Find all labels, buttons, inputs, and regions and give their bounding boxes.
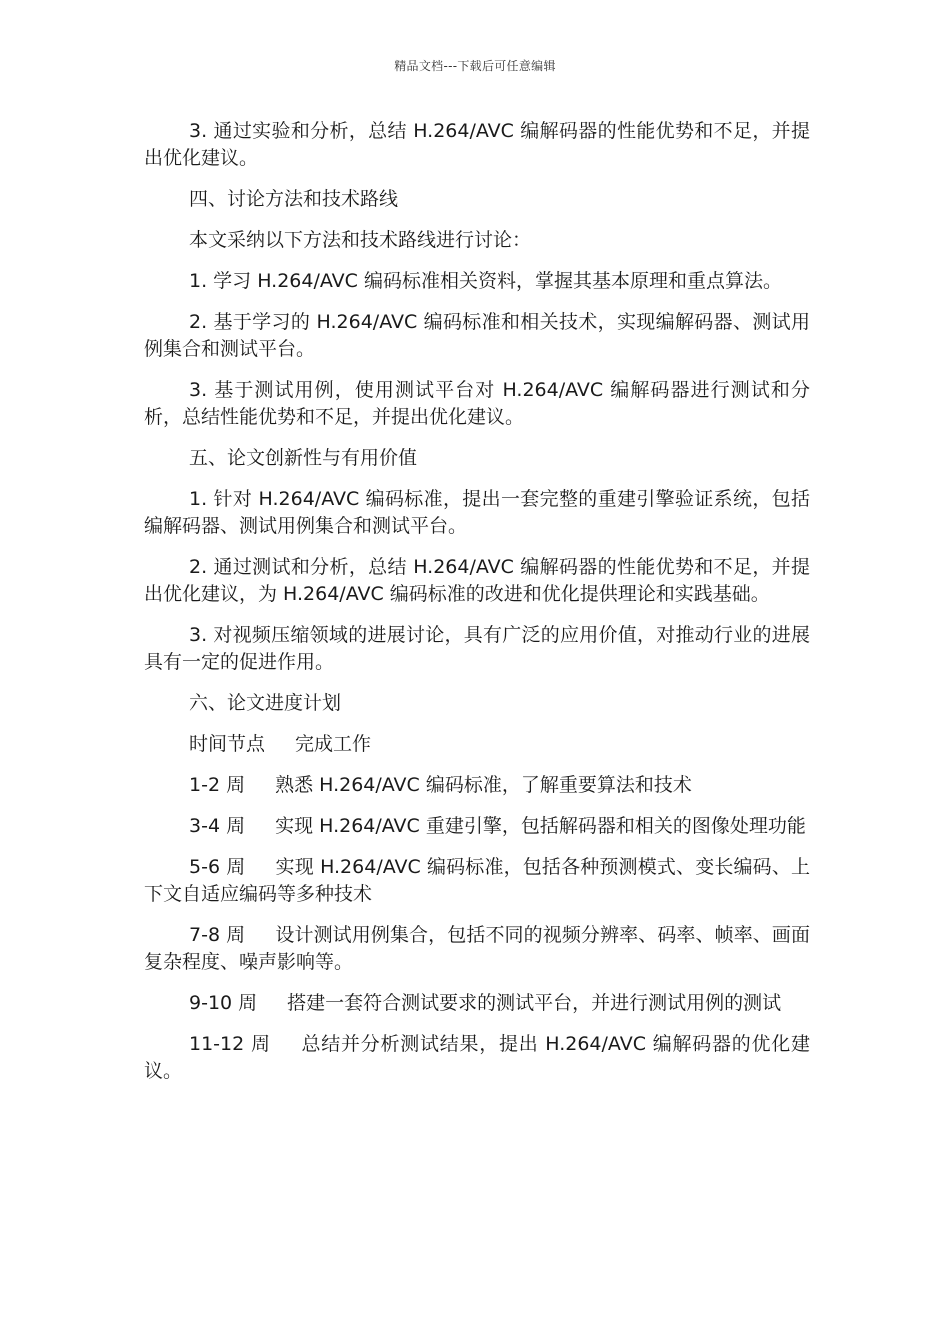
schedule-work: 搭建一套符合测试要求的测试平台，并进行测试用例的测试: [287, 992, 782, 1014]
schedule-header-work: 完成工作: [295, 733, 372, 755]
schedule-row: [144, 1031, 810, 1085]
paragraph-method-3: 3. 基于测试用例，使用测试平台对 H.264/AVC 编解码器进行测试和分析，总结性能优势和不足，并提出优化建议。: [144, 379, 810, 428]
schedule-time: 7-8 周: [189, 924, 246, 946]
schedule-time: 3-4 周: [189, 815, 246, 837]
schedule-work: 实现 H.264/AVC 编码标准，包括各种预测模式、变长编码、上下文自适应编码等多种技术: [144, 856, 810, 905]
schedule-header-row: [144, 731, 810, 758]
schedule-work: 熟悉 H.264/AVC 编码标准，了解重要算法和技术: [275, 774, 692, 796]
schedule-time: 11-12 周: [189, 1033, 271, 1055]
schedule-time: 9-10 周: [189, 992, 258, 1014]
section-heading-innovation: 五、论文创新性与有用价值: [189, 447, 418, 469]
schedule-row: [144, 922, 810, 976]
schedule-header-time: 时间节点: [189, 733, 266, 755]
page-header: 精品文档---下载后可任意编辑: [394, 59, 556, 73]
schedule-row: [144, 990, 810, 1017]
paragraph-innovation-2: 2. 通过测试和分析，总结 H.264/AVC 编解码器的性能优势和不足，并提出优化建议，为 H.264/AVC 编码标准的改进和优化提供理论和实践基础。: [144, 556, 810, 605]
schedule-row: [144, 772, 810, 799]
paragraph-method-2: 2. 基于学习的 H.264/AVC 编码标准和相关技术，实现编解码器、测试用例集合和测试平台。: [144, 311, 810, 360]
paragraph-innovation-1: 1. 针对 H.264/AVC 编码标准，提出一套完整的重建引擎验证系统，包括编解码器、测试用例集合和测试平台。: [144, 488, 810, 537]
schedule-work: 设计测试用例集合，包括不同的视频分辨率、码率、帧率、画面复杂程度、噪声影响等。: [144, 924, 810, 973]
schedule-work: 总结并分析测试结果，提出 H.264/AVC 编解码器的优化建议。: [144, 1033, 810, 1082]
schedule-time: 5-6 周: [189, 856, 246, 878]
section-heading-schedule: 六、论文进度计划: [189, 692, 342, 714]
schedule-time: 1-2 周: [189, 774, 246, 796]
paragraph-method-1: 1. 学习 H.264/AVC 编码标准相关资料，掌握其基本原理和重点算法。: [189, 270, 782, 292]
paragraph-objective-3: 3. 通过实验和分析，总结 H.264/AVC 编解码器的性能优势和不足，并提出优化建议。: [144, 120, 810, 169]
schedule-work: 实现 H.264/AVC 重建引擎，包括解码器和相关的图像处理功能: [275, 815, 806, 837]
schedule-row: [144, 854, 810, 908]
paragraph-methods-intro: 本文采纳以下方法和技术路线进行讨论：: [189, 229, 532, 251]
schedule-row: [144, 813, 810, 840]
document-body: [144, 118, 810, 1099]
paragraph-innovation-3: 3. 对视频压缩领域的进展讨论，具有广泛的应用价值，对推动行业的进展具有一定的促进作用。: [144, 624, 810, 673]
section-heading-methods: 四、讨论方法和技术路线: [189, 188, 399, 210]
